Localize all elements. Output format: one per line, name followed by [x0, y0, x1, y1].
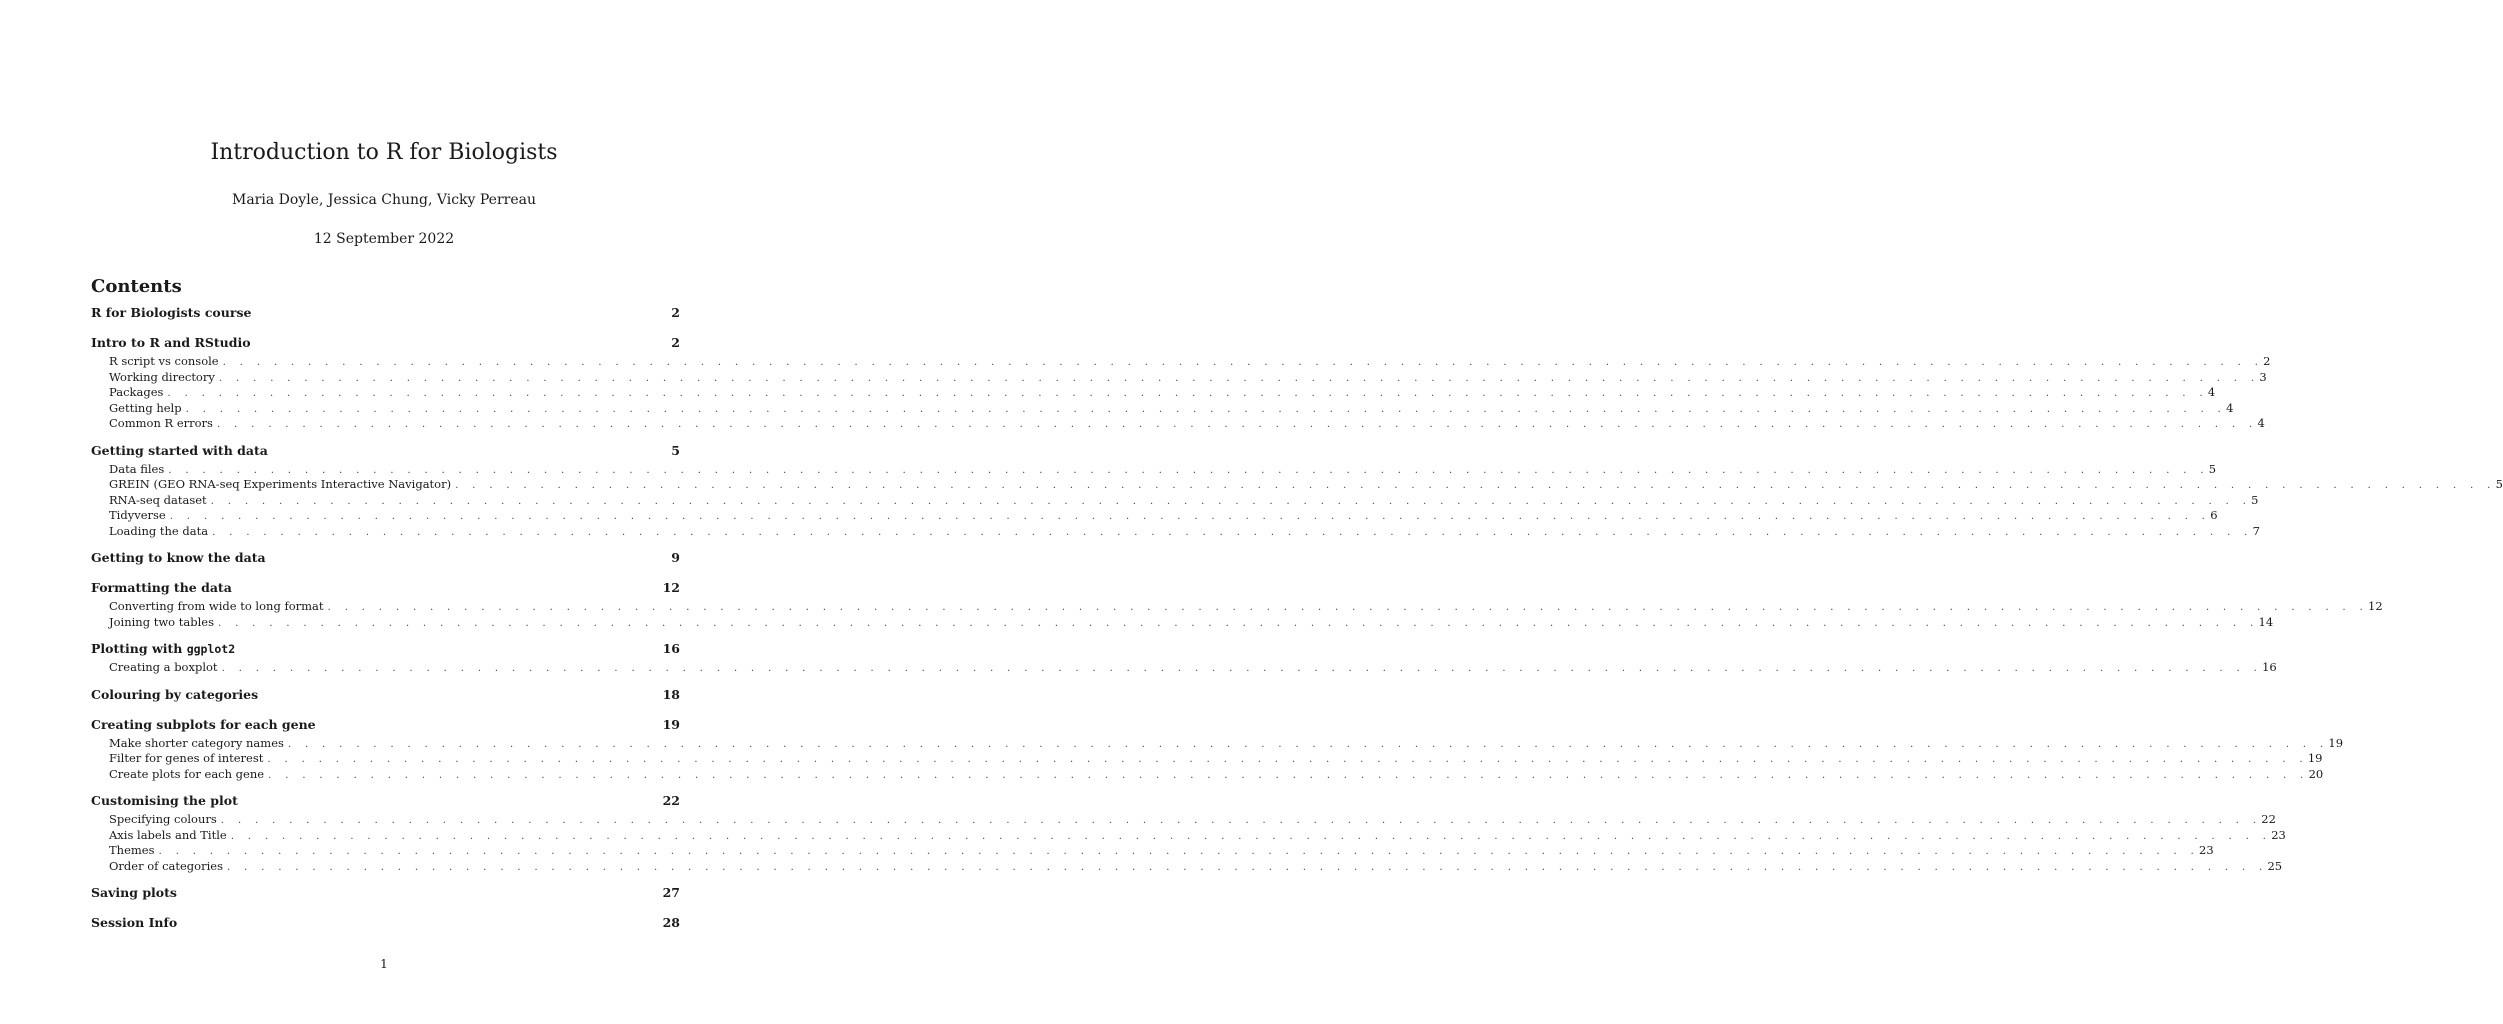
dot-leader: . . . . . . . . . . . . . . . . . . . . . . . . . . . . . . . . . . . . . . . . . . . . . . . . . . . . . . . . . . . . . . . . . . . . . . . . . . . . . . . . . . . . . . . . . . . . . . . . . . . . . . . . . . . . . . . . . . . . . . . .: [169, 510, 2211, 522]
toc-subsection-entry[interactable]: [91, 354, 2271, 370]
toc-section: [91, 641, 2277, 676]
toc-section-title-text: Creating subplots for each gene: [91, 716, 316, 732]
toc-section: [91, 305, 680, 324]
toc-section-entry[interactable]: [91, 717, 680, 736]
dot-leader: . . . . . . . . . . . . . . . . . . . . . . . . . . . . . . . . . . . . . . . . . . . . . . . . . . . . . . . . . . . . . . . . . . . . . . . . . . . . . . . . . . . . . . . . . . . . . . . . . . . . . . . . . . . . . . . . . . . . . . . .: [268, 768, 2309, 781]
toc-subsection-entry[interactable]: [91, 614, 2274, 631]
dot-leader: . . . . . . . . . . . . . . . . . . . . . . . . . . . . . . . . . . . . . . . . . . . . . . . . . . . . . . . . . . . . . . . . . . . . . . . . . . . . . . . . . . . . . . . . . . . . . . . . . . . . . . . . . . . . . . . . . . . . . . . .: [220, 814, 2262, 826]
toc-subsection-entry[interactable]: [91, 751, 2323, 767]
toc-section-entry[interactable]: [91, 335, 680, 354]
toc-section-title-text: Plotting with: [91, 641, 187, 656]
toc-section-title: [91, 335, 650, 350]
toc-section-title-text: Intro to R and RStudio: [91, 335, 251, 350]
toc-section: [91, 442, 2503, 540]
toc-subsection-title: Tidyverse: [109, 508, 166, 522]
dot-leader: . . . . . . . . . . . . . . . . . . . . . . . . . . . . . . . . . . . . . . . . . . . . . . . . . . . . . . . . . . . . . . . . . . . . . . . . . . . . . . . . . . . . . . . . . . . . . . . . . . . . . . . . . . . . . . . . . . . . . . . .: [226, 860, 2268, 873]
dot-leader: . . . . . . . . . . . . . . . . . . . . . . . . . . . . . . . . . . . . . . . . . . . . . . . . . . . . . . . . . . . . . . . . . . . . . . . . . . . . . . . . . . . . . . . . . . . . . . . . . . . . . . . . . . . . . . . . . . . . . . . .: [327, 601, 2369, 613]
dot-leader: . . . . . . . . . . . . . . . . . . . . . . . . . . . . . . . . . . . . . . . . . . . . . . . . . . . . . . . . . . . . . . . . . . . . . . . . . . . . . . . . . . . . . . . . . . . . . . . . . . . . . . . . . . . . . . . . . . . . . . . .: [455, 479, 2496, 491]
toc-section-entry[interactable]: [91, 305, 680, 324]
toc-subsection-entry[interactable]: [91, 400, 2234, 417]
toc-subsection-page: 23: [2271, 827, 2286, 842]
dot-leader: . . . . . . . . . . . . . . . . . . . . . . . . . . . . . . . . . . . . . . . . . . . . . . . . . . . . . . . . . . . . . . . . . . . . . . . . . . . . . . . . . . . . . . . . . . . . . . . . . . . . . . . . . . . . . . . . . . . . . . . .: [230, 829, 2272, 842]
toc-section-page: 9: [671, 550, 680, 565]
toc-subsection-title: Converting from wide to long format: [109, 599, 324, 613]
toc-subsection-title: Order of categories: [109, 858, 223, 873]
dot-leader: . . . . . . . . . . . . . . . . . . . . . . . . . . . . . . . . . . . . . . . . . . . . . . . . . . . . . . . . . . . . . . . . . . . . . . . . . . . . . . . . . . . . . . . . . . . . . . . . . . . . . . . . . . . . . . . . . . . . . . . .: [210, 494, 2252, 507]
toc-section-entry[interactable]: [91, 580, 680, 599]
dot-leader: . . . . . . . . . . . . . . . . . . . . . . . . . . . . . . . . . . . . . . . . . . . . . . . . . . . . . . . . . . . . . . . . . . . . . . . . . . . . . . . . . . . . . . . . . . . . . . . . . . . . . . . . . . . . . . . . . . . . . . . .: [222, 356, 2264, 368]
toc-section-page: 28: [662, 915, 680, 930]
toc-section-title: [91, 915, 650, 930]
toc-subsection-page: 12: [2368, 599, 2383, 613]
toc-subsection-title: Make shorter category names: [109, 735, 284, 750]
toc-subsection-page: 20: [2308, 766, 2324, 781]
toc-section-title-text: Getting started with data: [91, 442, 268, 458]
toc-section-title-text: Formatting the data: [91, 580, 232, 595]
toc-subsection-page: 19: [2307, 751, 2323, 765]
toc-subsection-entry[interactable]: [91, 477, 2503, 493]
toc-subsection-title: Loading the data: [109, 523, 209, 538]
dot-leader: . . . . . . . . . . . . . . . . . . . . . . . . . . . . . . . . . . . . . . . . . . . . . . . . . . . . . . . . . . . . . . . . . . . . . . . . . . . . . . . . . . . . . . . . . . . . . . . . . . . . . . . . . . . . . . . . . . . . . . . .: [158, 845, 2199, 857]
dot-leader: . . . . . . . . . . . . . . . . . . . . . . . . . . . . . . . . . . . . . . . . . . . . . . . . . . . . . . . . . . . . . . . . . . . . . . . . . . . . . . . . . . . . . . . . . . . . . . . . . . . . . . . . . . . . . . . . . . . . . . . .: [168, 463, 2209, 476]
toc-section-page: 5: [671, 442, 680, 458]
document-title: Introduction to R for Biologists: [210, 140, 558, 165]
toc-subsection-entry[interactable]: [91, 461, 2217, 478]
toc-section-page: 12: [662, 580, 680, 595]
document-authors: Maria Doyle, Jessica Chung, Vicky Perreau: [231, 192, 536, 208]
toc-subsection-entry[interactable]: [91, 416, 2265, 432]
toc-subsection-title: Working directory: [109, 369, 215, 384]
toc-section: [91, 885, 680, 904]
toc-section-page: 16: [662, 641, 680, 656]
toc-section-entry[interactable]: [91, 641, 680, 660]
dot-leader: . . . . . . . . . . . . . . . . . . . . . . . . . . . . . . . . . . . . . . . . . . . . . . . . . . . . . . . . . . . . . . . . . . . . . . . . . . . . . . . . . . . . . . . . . . . . . . . . . . . . . . . . . . . . . . . . . . . . . . . .: [212, 525, 2253, 538]
toc-section-page: 2: [671, 305, 680, 320]
toc-section: [91, 335, 2271, 432]
toc-subsection-entry[interactable]: [91, 385, 2216, 401]
toc-subsection-page: 7: [2252, 523, 2260, 538]
toc-subsection-entry[interactable]: [91, 735, 2344, 752]
toc-subsection-title: Creating a boxplot: [109, 660, 218, 674]
toc-section-title: [91, 885, 650, 900]
toc-subsection-entry[interactable]: [91, 369, 2267, 386]
toc-section-title-code: ggplot2: [186, 642, 236, 656]
toc-section-entry[interactable]: [91, 443, 680, 462]
toc-subsection-page: 4: [2257, 416, 2265, 430]
toc-section-title: [91, 717, 650, 732]
toc-subsection-entry[interactable]: [91, 812, 2276, 828]
toc-subsection-page: 19: [2328, 735, 2344, 750]
toc-subsection-entry[interactable]: [91, 599, 2383, 615]
toc-section-title: [91, 580, 650, 595]
contents-heading: Contents: [91, 276, 182, 297]
toc-section: [91, 550, 680, 569]
toc-section-title-text: Session Info: [91, 915, 178, 930]
toc-subsection-page: 4: [2207, 385, 2216, 399]
toc-section-title: [91, 687, 650, 702]
toc-subsection-page: 6: [2210, 508, 2218, 522]
toc-subsection-page: 2: [2263, 354, 2271, 368]
toc-section: [91, 716, 2344, 783]
toc-section-title-text: Getting to know the data: [91, 550, 266, 565]
toc-subsection-page: 23: [2199, 843, 2214, 857]
toc-subsection-page: 16: [2262, 660, 2277, 674]
toc-subsection-page: 5: [2251, 492, 2259, 507]
dot-leader: . . . . . . . . . . . . . . . . . . . . . . . . . . . . . . . . . . . . . . . . . . . . . . . . . . . . . . . . . . . . . . . . . . . . . . . . . . . . . . . . . . . . . . . . . . . . . . . . . . . . . . . . . . . . . . . . . . . . . . . .: [218, 616, 2259, 629]
toc-section-entry[interactable]: [91, 885, 680, 904]
toc-section-title: [91, 443, 650, 458]
toc-subsection-entry[interactable]: [91, 660, 2277, 676]
toc-section-page: 18: [662, 686, 680, 702]
toc-subsection-title: Common R errors: [109, 416, 213, 430]
dot-leader: . . . . . . . . . . . . . . . . . . . . . . . . . . . . . . . . . . . . . . . . . . . . . . . . . . . . . . . . . . . . . . . . . . . . . . . . . . . . . . . . . . . . . . . . . . . . . . . . . . . . . . . . . . . . . . . . . . . . . . . .: [216, 418, 2258, 430]
dot-leader: . . . . . . . . . . . . . . . . . . . . . . . . . . . . . . . . . . . . . . . . . . . . . . . . . . . . . . . . . . . . . . . . . . . . . . . . . . . . . . . . . . . . . . . . . . . . . . . . . . . . . . . . . . . . . . . . . . . . . . . .: [287, 737, 2329, 750]
toc-subsection-title: Getting help: [109, 400, 182, 415]
table-of-contents: [91, 305, 2503, 945]
toc-subsection-title: RNA-seq dataset: [109, 492, 207, 507]
toc-subsection-title: R script vs console: [109, 354, 219, 368]
toc-subsection-title: Data files: [109, 461, 165, 476]
toc-section-entry[interactable]: [91, 793, 680, 812]
toc-section-page: 27: [662, 885, 680, 900]
dot-leader: . . . . . . . . . . . . . . . . . . . . . . . . . . . . . . . . . . . . . . . . . . . . . . . . . . . . . . . . . . . . . . . . . . . . . . . . . . . . . . . . . . . . . . . . . . . . . . . . . . . . . . . . . . . . . . . . . . . . . . . .: [218, 371, 2260, 384]
toc-subsection-page: 4: [2226, 400, 2234, 415]
toc-section-title: [91, 641, 650, 656]
toc-subsection-title: Themes: [109, 843, 155, 857]
toc-subsection-entry[interactable]: [91, 858, 2283, 875]
toc-subsection-entry[interactable]: [91, 843, 2214, 859]
toc-subsection-title: Packages: [109, 385, 164, 399]
toc-subsection-page: 22: [2261, 812, 2276, 826]
toc-section: [91, 793, 2286, 874]
toc-subsection-entry[interactable]: [91, 508, 2218, 524]
toc-subsection-entry[interactable]: [91, 766, 2324, 783]
toc-subsection-page: 5: [2208, 461, 2217, 476]
toc-subsection-entry[interactable]: [91, 827, 2286, 844]
dot-leader: . . . . . . . . . . . . . . . . . . . . . . . . . . . . . . . . . . . . . . . . . . . . . . . . . . . . . . . . . . . . . . . . . . . . . . . . . . . . . . . . . . . . . . . . . . . . . . . . . . . . . . . . . . . . . . . . . . . . . . . .: [185, 402, 2227, 415]
toc-section-title-text: Colouring by categories: [91, 686, 259, 702]
toc-section-entry[interactable]: [91, 550, 680, 569]
toc-subsection-title: Specifying colours: [109, 812, 217, 826]
toc-section-page: 2: [671, 335, 680, 350]
toc-section-title: [91, 793, 650, 808]
document-date: 12 September 2022: [313, 231, 455, 247]
toc-subsection-page: 25: [2267, 858, 2283, 873]
toc-section-page: 19: [662, 716, 680, 732]
toc-section-title: [91, 550, 650, 565]
toc-subsection-page: 5: [2495, 477, 2503, 491]
toc-subsection-entry[interactable]: [91, 492, 2259, 509]
toc-subsection-title: Create plots for each gene: [109, 766, 265, 781]
toc-section: [91, 580, 2383, 630]
dot-leader: . . . . . . . . . . . . . . . . . . . . . . . . . . . . . . . . . . . . . . . . . . . . . . . . . . . . . . . . . . . . . . . . . . . . . . . . . . . . . . . . . . . . . . . . . . . . . . . . . . . . . . . . . . . . . . . . . . . . . . . .: [221, 662, 2263, 674]
toc-subsection-entry[interactable]: [91, 523, 2260, 540]
toc-section-title-text: Saving plots: [91, 885, 177, 900]
page-number: 1: [380, 957, 388, 971]
toc-section-title-text: Customising the plot: [91, 793, 238, 808]
toc-section-entry[interactable]: [91, 687, 680, 706]
toc-subsection-title: Joining two tables: [109, 614, 214, 629]
dot-leader: . . . . . . . . . . . . . . . . . . . . . . . . . . . . . . . . . . . . . . . . . . . . . . . . . . . . . . . . . . . . . . . . . . . . . . . . . . . . . . . . . . . . . . . . . . . . . . . . . . . . . . . . . . . . . . . . . . . . . . . .: [167, 387, 2208, 399]
toc-section-entry[interactable]: [91, 915, 680, 934]
toc-section: [91, 915, 680, 934]
toc-subsection-page: 3: [2259, 369, 2267, 384]
toc-section-title-text: R for Biologists course: [91, 305, 252, 320]
toc-section-title: [91, 305, 650, 320]
toc-subsection-title: GREIN (GEO RNA-seq Experiments Interactive Navigator): [109, 477, 452, 491]
toc-subsection-title: Filter for genes of interest: [109, 751, 264, 765]
toc-section: [91, 687, 680, 706]
toc-section-page: 22: [662, 793, 680, 808]
toc-subsection-title: Axis labels and Title: [109, 827, 227, 842]
toc-subsection-page: 14: [2258, 614, 2274, 629]
dot-leader: . . . . . . . . . . . . . . . . . . . . . . . . . . . . . . . . . . . . . . . . . . . . . . . . . . . . . . . . . . . . . . . . . . . . . . . . . . . . . . . . . . . . . . . . . . . . . . . . . . . . . . . . . . . . . . . . . . . . . . . .: [267, 753, 2308, 765]
